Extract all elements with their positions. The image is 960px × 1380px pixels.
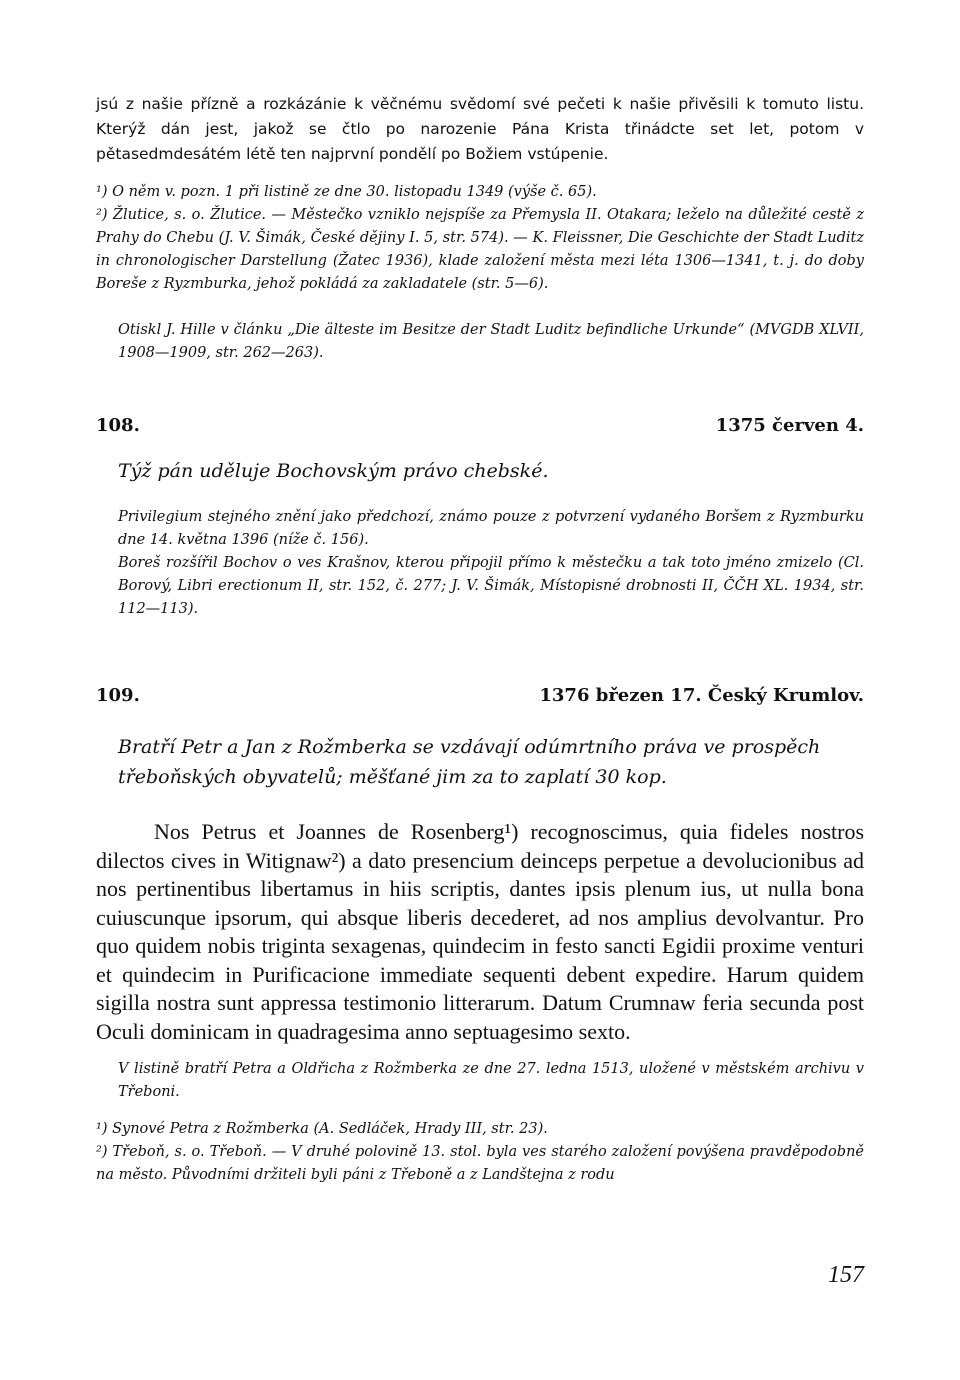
document-note: Privilegium stejného znění jako předchozí, známo pouze z potvrzení vydaného Boršem z Ryzmburku dne 14. května 1396 (níže č. 156).	[118, 509, 864, 548]
source-note: V listině bratří Petra a Oldřicha z Rožmberka ze dne 27. ledna 1513, uložené v městském archivu v Třeboni.	[118, 1061, 864, 1100]
document-date: 1375 červen 4.	[715, 415, 864, 436]
document-summary: Bratří Petr a Jan z Rožmberka se vzdávají odúmrtního práva ve prospěch třeboňských obyvatelů; měšťané jim za to zaplatí 30 kop.	[118, 736, 821, 788]
document-number: 109.	[96, 685, 140, 706]
document-date: 1376 březen 17. Český Krumlov.	[539, 685, 864, 706]
document-header-109	[96, 685, 864, 706]
page-number: 157	[828, 1262, 864, 1288]
footnote-1: ¹) Synové Petra z Rožmberka (A. Sedláček, Hrady III, str. 23).	[96, 1121, 548, 1137]
footnote-1: ¹) O něm v. pozn. 1 při listině ze dne 30. listopadu 1349 (výše č. 65).	[96, 184, 597, 200]
continuation-text: jsú z našie přízně a rozkázánie k věčnému svědomí své pečeti k našie přivěsili k tomuto listu. Kterýž dán jest, jakož se čtlo po narozenie Pána Krista třinádcte set let, potom v pětasedmdesátém létě ten najprvní pondělí po Božiem vstúpenie.	[96, 95, 864, 163]
footnote-2: ²) Třeboň, s. o. Třeboň. — V druhé polovině 13. stol. byla ves starého založení povýšena pravděpodobně na město. Původními držiteli byli páni z Třeboně a z Landštejna z rodu	[96, 1144, 864, 1183]
footnote-2: ²) Žlutice, s. o. Žlutice. — Městečko vzniklo nejspíše za Přemysla II. Otakara; leželo na důležité cestě z Prahy do Chebu (J. V. Šimák, České dějiny I. 5, str. 574). — K. Fleissner, Die Geschichte der Stadt Luditz in chronologischer Darstellung (Žatec 1936), klade založení města mezi léta 1306—1341, t. j. do doby Boreše z Ryzmburka, jehož pokládá za zakladatele (str. 5—6).	[96, 207, 864, 292]
document-summary: Týž pán uděluje Bochovským právo chebské.	[118, 460, 549, 482]
document-header-108	[96, 415, 864, 436]
document-note: Boreš rozšířil Bochov o ves Krašnov, kterou připojil přímo k městečku a tak toto jméno zmizelo (Cl. Borový, Libri erectionum II, str. 152, č. 277; J. V. Šimák, Místopisné drobnosti II, ČČH XL. 1934, str. 112—113).	[118, 555, 864, 617]
printed-note: Otiskl J. Hille v článku „Die älteste im Besitze der Stadt Luditz befindliche Urkunde“ (MVGDB XLVII, 1908—1909, str. 262—263).	[118, 322, 864, 361]
page-content	[96, 92, 864, 1187]
document-number: 108.	[96, 415, 140, 436]
document-text: Nos Petrus et Joannes de Rosenberg¹) recognoscimus, quia fideles nostros dilectos cives in Witignaw²) a dato presencium deinceps perpetue a devolucionibus ad nos pertinentibus libertamus in hiis scriptis, dantes ipsis plenum ius, ut nulla bona cuiuscunque ipsorum, qui absque liberis decederet, ad nos amplius devolvantur. Pro quo quidem nobis triginta sexagenas, quindecim in festo sancti Egidii proxime venturi et quindecim in Purificacione immediate sequenti debent expedire. Harum quidem sigilla nostra sunt appressa testimonio litterarum. Datum Crumnaw feria secunda post Oculi dominicam in quadragesima anno septuagesimo sexto.	[96, 819, 864, 1044]
